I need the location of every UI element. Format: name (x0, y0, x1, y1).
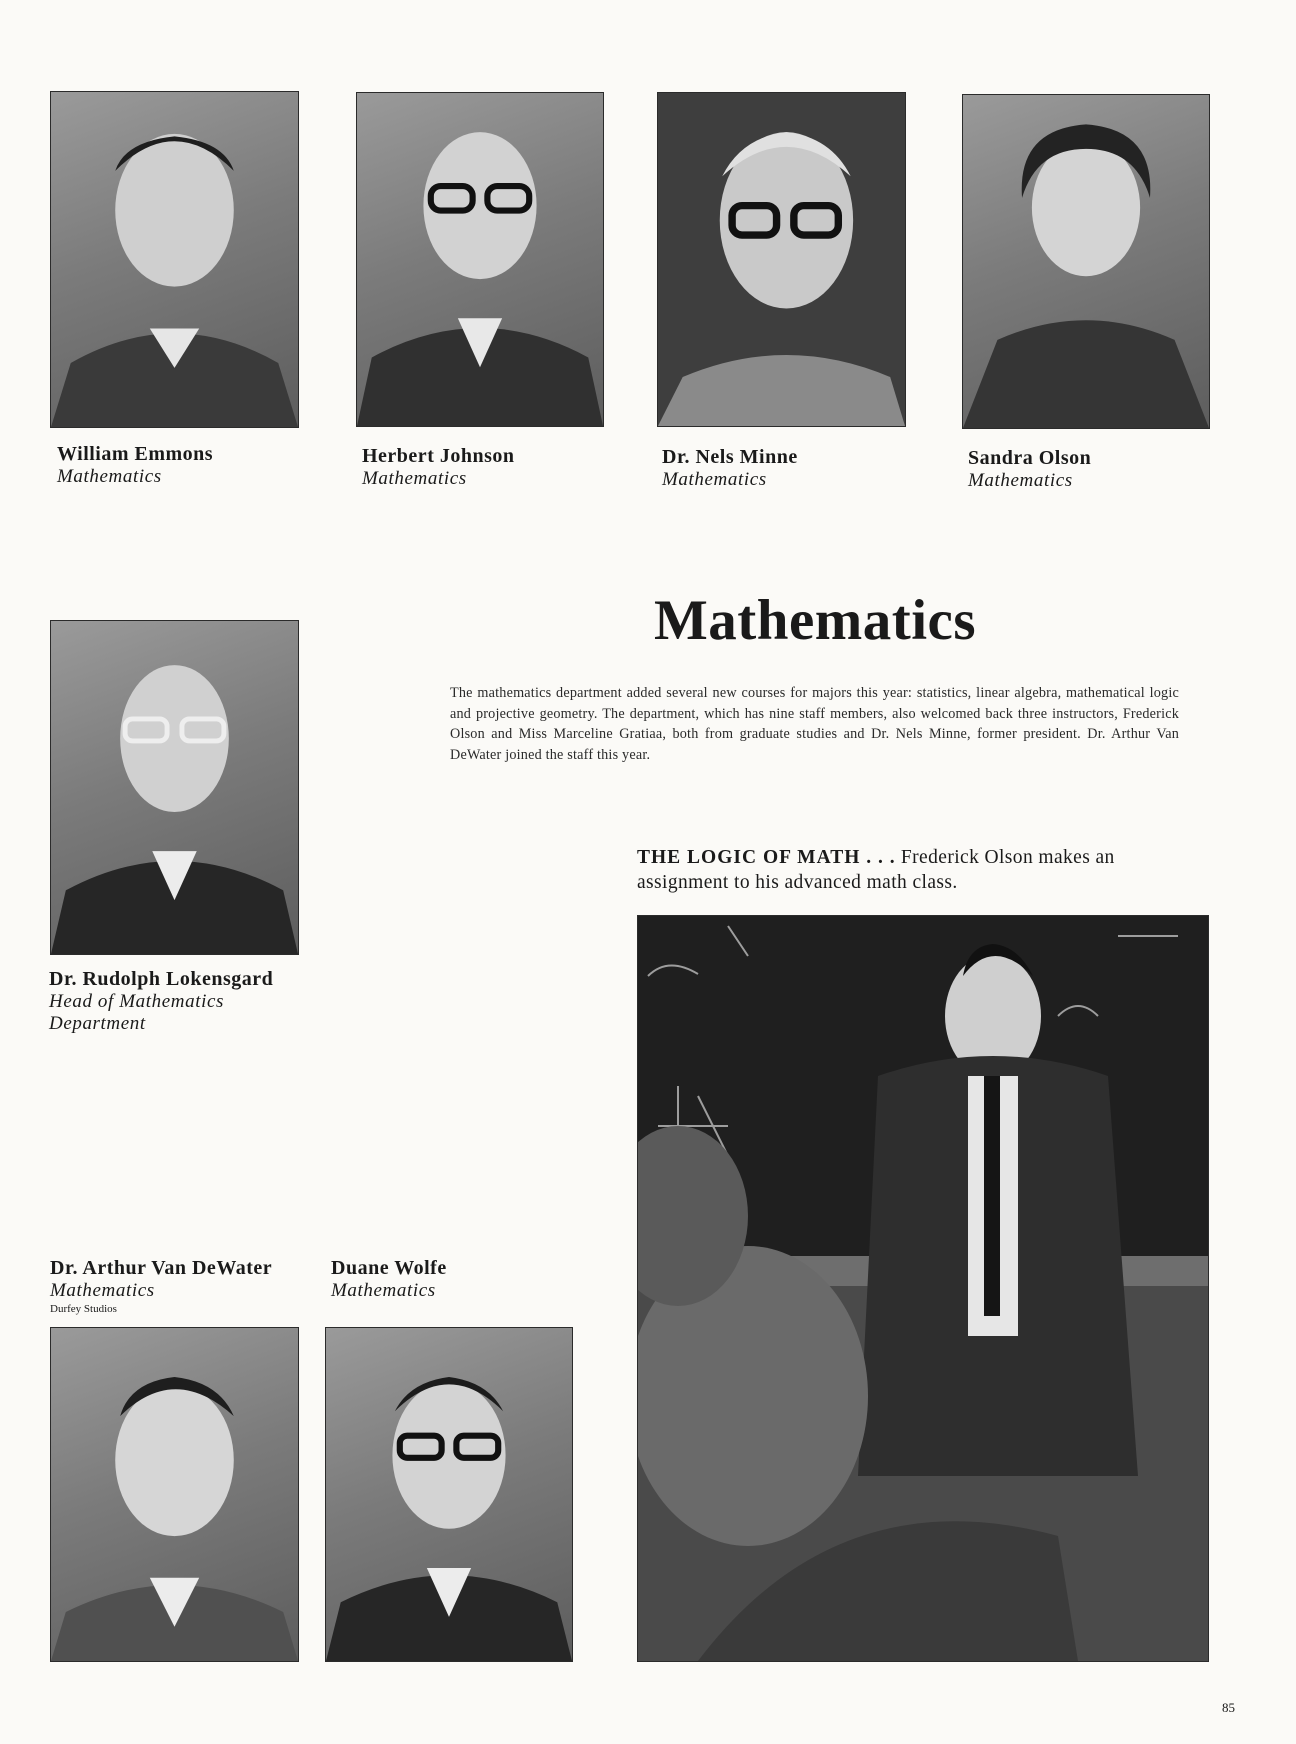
faculty-role: Mathematics (662, 469, 767, 490)
caption-olson (968, 447, 1091, 492)
photo-credit: Durfey Studios (50, 1302, 117, 1315)
department-description: The mathematics department added several new courses for majors this year: statistics, linear algebra, mathematical logic and projective geometry. The department, which has nine staff members, also welcomed back three instructors, Frederick Olson and Miss Marceline Gratiaa, both from graduate studies and Dr. Nels Minne, former president. Dr. Arthur Van DeWater joined the staff this year. (450, 685, 1179, 763)
faculty-role: Mathematics (50, 1280, 155, 1301)
faculty-name: Duane Wolfe (331, 1257, 447, 1279)
portrait-photo-vandewater (50, 1327, 299, 1662)
faculty-name: Dr. Nels Minne (662, 446, 798, 468)
caption-vandewater (50, 1257, 272, 1315)
class-photo-caption (637, 845, 1199, 895)
portrait-photo-wolfe (325, 1327, 573, 1662)
portrait-photo-lokensgard (50, 620, 299, 955)
portrait-photo-johnson (356, 92, 604, 427)
portrait-photo-emmons (50, 91, 299, 428)
faculty-role: Mathematics (331, 1280, 436, 1301)
faculty-role: Mathematics (57, 466, 162, 487)
caption-emmons (57, 443, 213, 488)
portrait-photo-olson (962, 94, 1210, 429)
faculty-name: Dr. Rudolph Lokensgard (49, 968, 274, 990)
faculty-role: Department (49, 1012, 146, 1034)
portrait-photo-minne (657, 92, 906, 427)
faculty-role: Mathematics (362, 468, 467, 489)
classroom-photo (637, 915, 1209, 1662)
faculty-name: Herbert Johnson (362, 445, 515, 467)
caption-minne (662, 446, 798, 491)
caption-text: Frederick Olson makes an assignment to his advanced math class. (637, 847, 1115, 893)
page-number: 85 (1222, 1700, 1235, 1715)
caption-johnson (362, 445, 515, 490)
faculty-name: Dr. Arthur Van DeWater (50, 1257, 273, 1279)
faculty-name: William Emmons (57, 443, 214, 465)
page-title: Mathematics (653, 589, 977, 652)
caption-wolfe (331, 1257, 447, 1302)
caption-lokensgard (49, 968, 273, 1035)
faculty-role: Mathematics (968, 470, 1073, 491)
faculty-role: Head of Mathematics (49, 991, 224, 1012)
faculty-name: Sandra Olson (968, 447, 1092, 469)
caption-lead: THE LOGIC OF MATH . . . (637, 847, 896, 868)
